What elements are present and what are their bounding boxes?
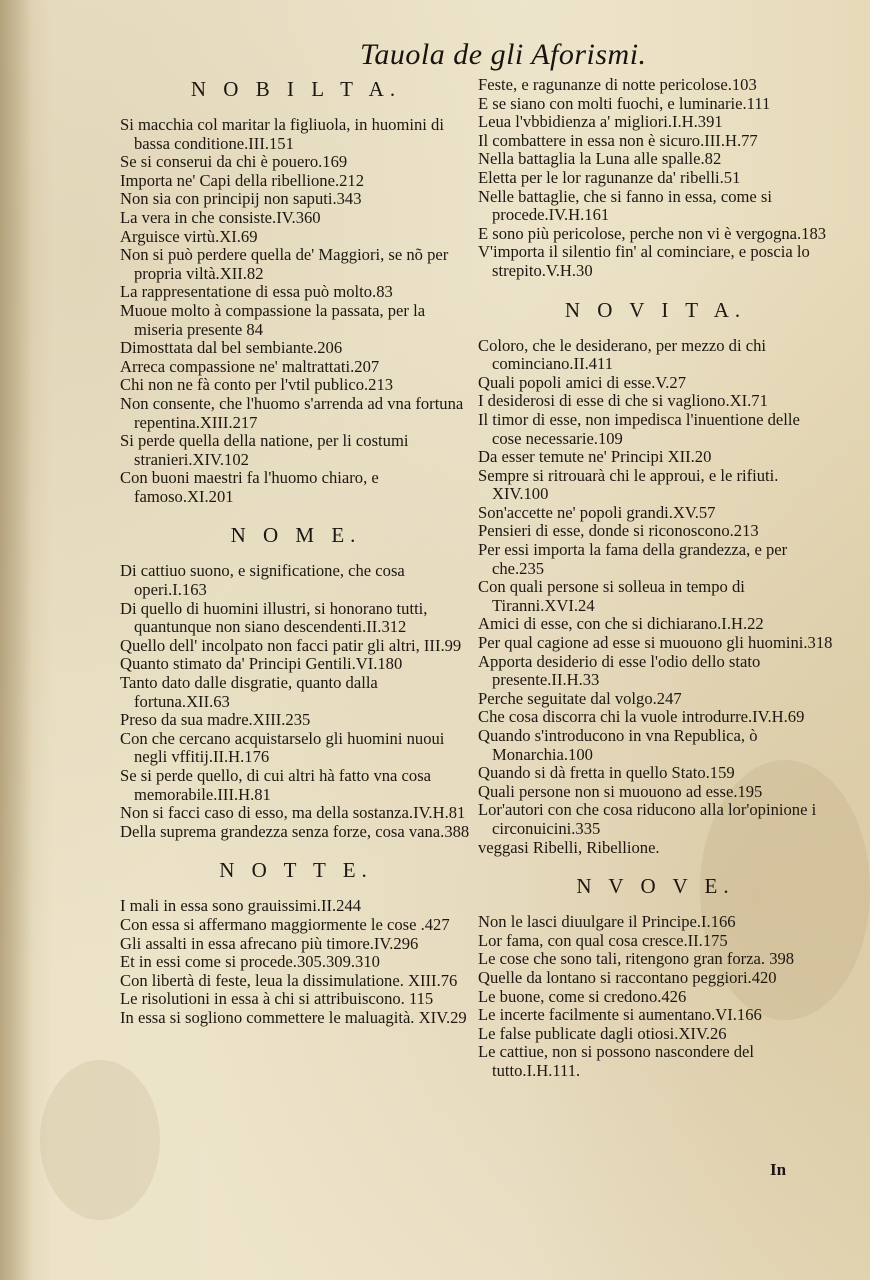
index-entry: Le incerte facilmente si aumentano.VI.166 bbox=[478, 1005, 762, 1025]
index-entry: Con essa si affermano maggiormente le cose .427 bbox=[120, 914, 450, 934]
right-column bbox=[478, 76, 833, 1097]
index-entry: E sono più pericolose, perche non vi è vergogna.183 bbox=[478, 223, 827, 243]
entry-list bbox=[478, 913, 833, 1080]
index-entry: La rappresentatione di essa può molto.83 bbox=[120, 282, 393, 302]
index-entry: Dimosttata dal bel sembiante.206 bbox=[120, 338, 343, 358]
index-entry: Arguisce virtù.XI.69 bbox=[120, 226, 258, 246]
index-entry: Lor fama, con qual cosa cresce.II.175 bbox=[478, 930, 728, 950]
index-entry: Amici di esse, con che si dichiarano.I.H.22 bbox=[478, 614, 764, 634]
index-section bbox=[478, 297, 833, 858]
index-entry: E se siano con molti fuochi, e luminarie.111 bbox=[478, 93, 771, 113]
catchword: In bbox=[770, 1160, 787, 1179]
index-entry: Sempre si ritrouarà chi le approui, e le rifiuti. XIV.100 bbox=[478, 465, 779, 504]
index-entry: Non si può perdere quella de' Maggiori, se nõ per propria viltà.XII.82 bbox=[120, 245, 449, 283]
index-entry: Gli assalti in essa afrecano più timore.IV.296 bbox=[120, 933, 419, 953]
entry-list bbox=[120, 562, 472, 841]
index-entry: Eletta per le lor ragunanze da' ribelli.51 bbox=[478, 167, 741, 187]
section-heading: N V O V E. bbox=[576, 874, 735, 899]
index-entry: V'importa il silentio fin' al cominciare, e poscia lo strepito.V.H.30 bbox=[478, 242, 810, 280]
index-section bbox=[478, 873, 833, 1080]
index-entry: Si perde quella della natione, per li costumi stranieri.XIV.102 bbox=[120, 431, 409, 469]
index-entry: Con quali persone si solleua in tempo di Tiranni.XVI.24 bbox=[478, 577, 745, 615]
index-entry: Di quello di huomini illustri, si honorano tutti, quantunque non siano descendenti.II.312 bbox=[120, 598, 428, 637]
index-entry: Con che cercano acquistarselo gli huomini nuoui negli vffitij.II.H.176 bbox=[120, 728, 445, 767]
index-entry: Il combattere in essa non è sicuro.III.H.77 bbox=[478, 130, 758, 150]
index-entry: Per essi importa la fama della grandezza, e per che.235 bbox=[478, 540, 788, 578]
entry-list bbox=[120, 116, 472, 506]
left-column bbox=[120, 76, 472, 1044]
index-entry: Son'accette ne' popoli grandi.XV.57 bbox=[478, 502, 716, 522]
page-gutter-shadow bbox=[0, 0, 32, 1280]
index-entry: Coloro, che le desiderano, per mezzo di chi cominciano.II.411 bbox=[478, 335, 766, 374]
index-entry: I desiderosi di esse di che si vagliono.XI.71 bbox=[478, 391, 768, 411]
index-entry: Nella battaglia la Luna alle spalle.82 bbox=[478, 149, 722, 169]
index-entry: Quali popoli amici di esse.V.27 bbox=[478, 372, 687, 392]
index-entry: veggasi Ribelli, Ribellione. bbox=[478, 837, 660, 857]
index-entry: Le cattiue, non si possono nascondere del tutto.I.H.111. bbox=[478, 1042, 755, 1080]
index-entry: I mali in essa sono grauissimi.II.244 bbox=[120, 896, 362, 916]
index-entry: Non si facci caso di esso, ma della sostanza.IV.H.81 bbox=[120, 803, 466, 823]
index-entry: Feste, e ragunanze di notte pericolose.103 bbox=[478, 75, 757, 94]
index-entry: Le cose che sono tali, ritengono gran forza. 398 bbox=[478, 949, 795, 969]
running-head: Tauola de gli Aforismi. bbox=[360, 38, 647, 71]
index-entry: Con buoni maestri fa l'huomo chiaro, e famoso.XI.201 bbox=[120, 468, 379, 506]
index-entry: Non le lasci diuulgare il Principe.I.166 bbox=[478, 912, 736, 932]
index-entry: Perche seguitate dal volgo.247 bbox=[478, 688, 682, 708]
index-entry: Arreca compassione ne' maltrattati.207 bbox=[120, 356, 380, 376]
index-entry: Importa ne' Capi della ribellione.212 bbox=[120, 170, 364, 190]
index-entry: Nelle battaglie, che si fanno in essa, come si procede.IV.H.161 bbox=[478, 186, 772, 225]
index-entry: Il timor di esse, non impedisca l'inuentione delle cose necessarie.109 bbox=[478, 409, 800, 448]
index-entry: Muoue molto à compassione la passata, per la miseria presente 84 bbox=[120, 300, 426, 339]
index-entry: Non consente, che l'huomo s'arrenda ad vna fortuna repentina.XIII.217 bbox=[120, 393, 464, 432]
section-heading: N O V I T A. bbox=[564, 297, 747, 322]
entry-list bbox=[120, 897, 472, 1027]
index-entry: Leua l'vbbidienza a' migliori.I.H.391 bbox=[478, 112, 723, 132]
index-section bbox=[120, 76, 472, 506]
index-entry: Le buone, come si credono.426 bbox=[478, 986, 687, 1006]
index-entry: Chi non ne fà conto per l'vtil publico.213 bbox=[120, 375, 394, 395]
entry-list bbox=[478, 337, 833, 858]
index-entry: Quali persone non si muouono ad esse.195 bbox=[478, 781, 763, 801]
index-entry: Non sia con principij non saputi.343 bbox=[120, 189, 362, 209]
index-entry: Se si perde quello, di cui altri hà fatto vna cosa memorabile.III.H.81 bbox=[120, 766, 432, 804]
index-entry: La vera in che consiste.IV.360 bbox=[120, 207, 321, 227]
section-heading: N O T T E. bbox=[219, 858, 373, 883]
index-entry: Di cattiuo suono, e significatione, che cosa operi.I.163 bbox=[120, 561, 405, 600]
section-heading: N O B I L T A. bbox=[190, 77, 402, 101]
index-entry: Si macchia col maritar la figliuola, in huomini di bassa conditione.III.151 bbox=[120, 115, 444, 153]
index-section bbox=[478, 76, 833, 281]
index-section bbox=[120, 522, 472, 841]
index-entry: Che cosa discorra chi la vuole introdurre.IV.H.69 bbox=[478, 707, 805, 727]
index-entry: Quelle da lontano si raccontano peggiori.420 bbox=[478, 967, 777, 987]
index-entry: Quanto stimato da' Principi Gentili.VI.180 bbox=[120, 654, 403, 674]
paper-stain bbox=[40, 1060, 160, 1220]
index-entry: Pensieri di esse, donde si riconoscono.213 bbox=[478, 521, 759, 541]
index-entry: Lor'autori con che cosa riducono alla lor'opinione i circonuicini.335 bbox=[478, 800, 817, 838]
index-entry: Le false publicate dagli otiosi.XIV.26 bbox=[478, 1023, 727, 1043]
index-entry: Quando s'introducono in vna Republica, ò Monarchia.100 bbox=[478, 726, 758, 764]
index-entry: In essa si sogliono commettere le maluagità. XIV.29 bbox=[120, 1007, 467, 1027]
index-entry: Et in essi come si procede.305.309.310 bbox=[120, 952, 380, 972]
index-entry: Se si conserui da chi è pouero.169 bbox=[120, 152, 348, 172]
index-section bbox=[120, 857, 472, 1027]
index-entry: Della suprema grandezza senza forze, cosa vana.388 bbox=[120, 821, 470, 841]
index-entry: Preso da sua madre.XIII.235 bbox=[120, 710, 311, 730]
index-entry: Le risolutioni in essa à chi si attribuiscono. 115 bbox=[120, 989, 434, 1009]
index-entry: Da esser temute ne' Principi XII.20 bbox=[478, 447, 712, 467]
section-heading: N O M E. bbox=[230, 523, 362, 548]
index-entry: Quello dell' incolpato non facci patir gli altri, III.99 bbox=[120, 635, 462, 655]
index-entry: Con libertà di feste, leua la dissimulatione. XIII.76 bbox=[120, 970, 458, 990]
index-entry: Per qual cagione ad esse si muouono gli huomini.318 bbox=[478, 633, 833, 653]
index-entry: Apporta desiderio di esse l'odio dello stato presente.II.H.33 bbox=[478, 651, 761, 690]
entry-list bbox=[478, 76, 833, 281]
index-entry: Tanto dato dalle disgratie, quanto dalla fortuna.XII.63 bbox=[120, 673, 378, 711]
index-entry: Quando si dà fretta in quello Stato.159 bbox=[478, 763, 735, 783]
